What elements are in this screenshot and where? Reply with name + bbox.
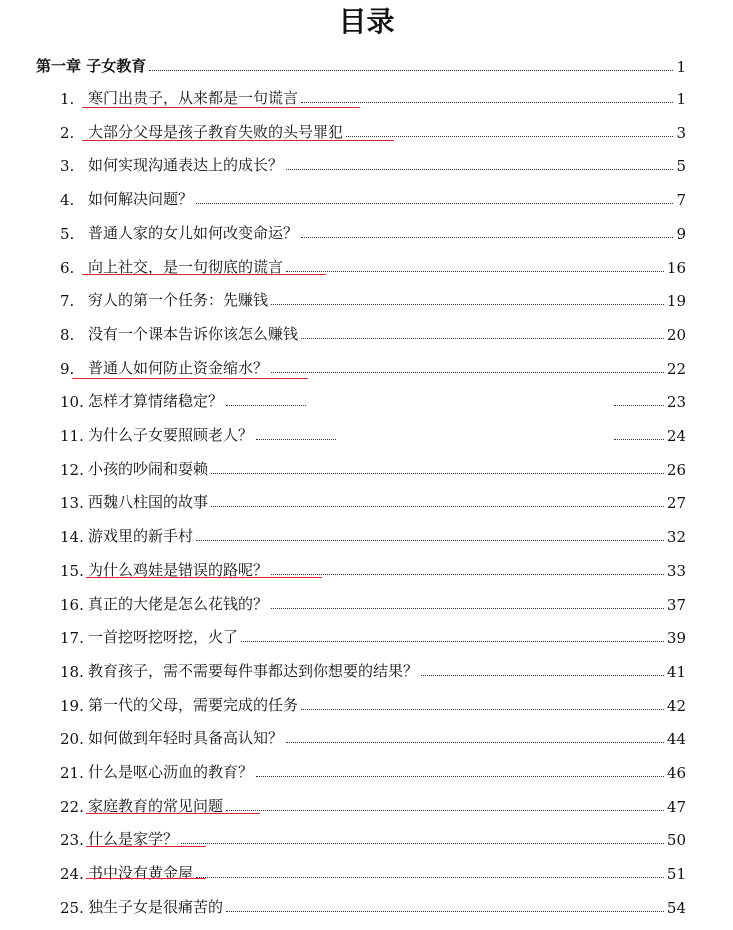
toc-entry[interactable] (60, 350, 686, 378)
dot-leader (256, 439, 336, 440)
entry-page-number: 22 (666, 359, 686, 378)
toc-entry[interactable] (60, 518, 686, 546)
dot-leader (301, 237, 673, 238)
dot-leader (181, 843, 664, 844)
entry-title: 普通人家的女儿如何改变命运？ (88, 223, 299, 242)
entry-page-number: 7 (676, 191, 686, 210)
entry-page-number: 33 (666, 561, 686, 580)
entry-page-number: 32 (666, 528, 686, 547)
dot-leader (301, 102, 673, 103)
red-underline-annotation (82, 140, 394, 141)
entry-page-number: 24 (666, 427, 686, 445)
page-title: 目录 (338, 5, 395, 38)
entry-page-number: 20 (666, 325, 686, 344)
dot-leader (226, 810, 664, 811)
entry-title: 没有一个课本告诉你该怎么赚钱 (88, 324, 299, 343)
entry-page-number: 16 (666, 258, 686, 277)
toc-entry[interactable] (60, 586, 686, 614)
entry-page-number: 44 (666, 730, 686, 749)
dot-leader (271, 304, 664, 305)
entry-title: 第一代的父母，需要完成的任务 (88, 695, 299, 714)
toc-entry[interactable] (60, 383, 686, 411)
entry-title: 西魏八柱国的故事 (88, 493, 209, 512)
red-underline-annotation (86, 878, 206, 879)
entry-number: 6. (60, 258, 75, 277)
dot-leader (256, 776, 664, 777)
entry-number: 22. (60, 797, 84, 816)
dot-leader (421, 675, 664, 676)
entry-page-number: 51 (666, 865, 686, 884)
entry-number: 8. (60, 325, 75, 344)
red-underline-annotation (82, 107, 360, 108)
entry-title: 一首挖呀挖呀挖，火了 (88, 628, 239, 647)
toc-entry[interactable] (60, 316, 686, 344)
dot-leader (211, 473, 664, 474)
entry-page-number: 3 (676, 123, 686, 142)
dot-leader (241, 641, 664, 642)
dot-leader (286, 742, 664, 743)
toc-entry[interactable] (60, 114, 686, 142)
entry-title: 如何实现沟通表达上的成长？ (88, 156, 284, 175)
red-underline-annotation (86, 577, 322, 578)
entry-title: 向上社交，是一句彻底的谎言 (88, 257, 284, 276)
chapter-heading[interactable] (36, 48, 686, 76)
toc-entry[interactable] (60, 147, 686, 175)
toc-entry[interactable] (60, 619, 686, 647)
toc-entry[interactable] (60, 889, 686, 917)
dot-leader (271, 372, 664, 373)
entry-number: 17. (60, 629, 84, 648)
entry-page-number: 47 (666, 797, 686, 816)
entry-page-number: 46 (666, 764, 686, 782)
toc-entry[interactable] (60, 552, 686, 580)
entry-number: 16. (60, 595, 84, 614)
entry-title: 独生子女是很痛苦的 (88, 897, 224, 916)
toc-entry[interactable] (60, 484, 686, 512)
red-underline-annotation (82, 274, 326, 275)
entry-number: 7. (60, 292, 75, 311)
toc-entry[interactable] (60, 282, 686, 310)
entry-page-number: 23 (666, 393, 686, 412)
red-underline-annotation (72, 378, 308, 379)
dot-leader (301, 338, 664, 339)
toc-entry[interactable] (60, 788, 686, 816)
entry-page-number: 1 (676, 90, 686, 108)
entry-number: 14. (60, 528, 84, 547)
entry-page-number: 41 (666, 662, 686, 681)
toc-entry[interactable] (60, 653, 686, 681)
entry-number: 4. (60, 191, 75, 210)
entry-number: 24. (60, 865, 84, 884)
entry-page-number: 19 (666, 292, 686, 311)
entry-title: 教育孩子，需不需要每件事都达到你想要的结果？ (88, 661, 419, 680)
dot-leader (346, 136, 673, 137)
toc-entry[interactable] (60, 754, 686, 782)
red-underline-annotation (86, 846, 206, 847)
entry-title: 如何做到年轻时具备高认知？ (88, 729, 284, 748)
entry-title: 大部分父母是孩子教育失败的头号罪犯 (88, 122, 344, 141)
entry-title: 为什么子女要照顾老人？ (88, 426, 254, 444)
red-underline-annotation (86, 813, 260, 814)
chapter-page-number: 1 (676, 58, 686, 76)
entry-number: 25. (60, 898, 84, 917)
entry-number: 19. (60, 696, 84, 715)
entry-title: 普通人如何防止资金缩水？ (88, 358, 269, 377)
entry-title: 小孩的吵闹和耍赖 (88, 459, 209, 478)
toc-entry[interactable] (60, 181, 686, 209)
toc-entry[interactable] (60, 215, 686, 243)
dot-leader (286, 169, 673, 170)
dot-leader (271, 608, 664, 609)
toc-entry[interactable] (60, 720, 686, 748)
entry-number: 15. (60, 561, 84, 580)
dot-leader (271, 574, 664, 575)
toc-entry[interactable] (60, 80, 686, 108)
entry-number: 12. (60, 460, 84, 479)
entry-number: 9. (60, 359, 75, 378)
entry-page-number: 27 (666, 494, 686, 513)
entry-number: 18. (60, 662, 84, 681)
dot-leader (149, 70, 673, 71)
toc-entry[interactable] (60, 417, 686, 445)
toc-entry[interactable] (60, 249, 686, 277)
entry-title: 寒门出贵子，从来都是一句谎言 (88, 89, 299, 107)
entry-number: 20. (60, 730, 84, 749)
entry-number: 2. (60, 123, 75, 142)
entry-title: 怎样才算情绪稳定？ (88, 392, 224, 411)
entry-title: 家庭教育的常见问题 (88, 796, 224, 815)
entry-number: 5. (60, 224, 75, 243)
chapter-title: 第一章 子女教育 (36, 57, 147, 75)
entry-title: 游戏里的新手村 (88, 527, 194, 546)
toc-entry[interactable] (60, 451, 686, 479)
entry-page-number: 39 (666, 629, 686, 648)
entry-page-number: 42 (666, 696, 686, 715)
entry-page-number: 37 (666, 595, 686, 614)
entry-number: 10. (60, 393, 84, 412)
entry-page-number: 5 (676, 157, 686, 176)
entry-page-number: 50 (666, 831, 686, 850)
dot-leader (196, 540, 664, 541)
entry-title: 为什么鸡娃是错误的路呢？ (88, 560, 269, 579)
dot-leader (196, 203, 673, 204)
entry-number: 3. (60, 157, 75, 176)
entry-title: 什么是呕心沥血的教育？ (88, 763, 254, 781)
dot-leader (226, 911, 664, 912)
entry-page-number: 54 (666, 898, 686, 917)
dot-leader (301, 709, 664, 710)
dot-leader (196, 877, 664, 878)
entry-title: 书中没有黄金屋 (88, 864, 194, 883)
toc-entry[interactable] (60, 687, 686, 715)
dot-leader (211, 506, 664, 507)
entry-number: 1. (60, 90, 75, 108)
entry-page-number: 9 (676, 224, 686, 243)
dot-leader (614, 405, 664, 406)
entry-title: 如何解决问题？ (88, 190, 194, 209)
entry-page-number: 26 (666, 460, 686, 479)
entry-title: 穷人的第一个任务：先赚钱 (88, 291, 269, 310)
entry-title: 什么是家学？ (88, 830, 179, 849)
entry-number: 11. (60, 427, 84, 445)
entry-number: 13. (60, 494, 84, 513)
dot-leader (614, 439, 664, 440)
entry-title: 真正的大佬是怎么花钱的？ (88, 594, 269, 613)
dot-leader (286, 271, 664, 272)
entry-number: 21. (60, 764, 84, 782)
entry-number: 23. (60, 831, 84, 850)
dot-leader (226, 405, 306, 406)
